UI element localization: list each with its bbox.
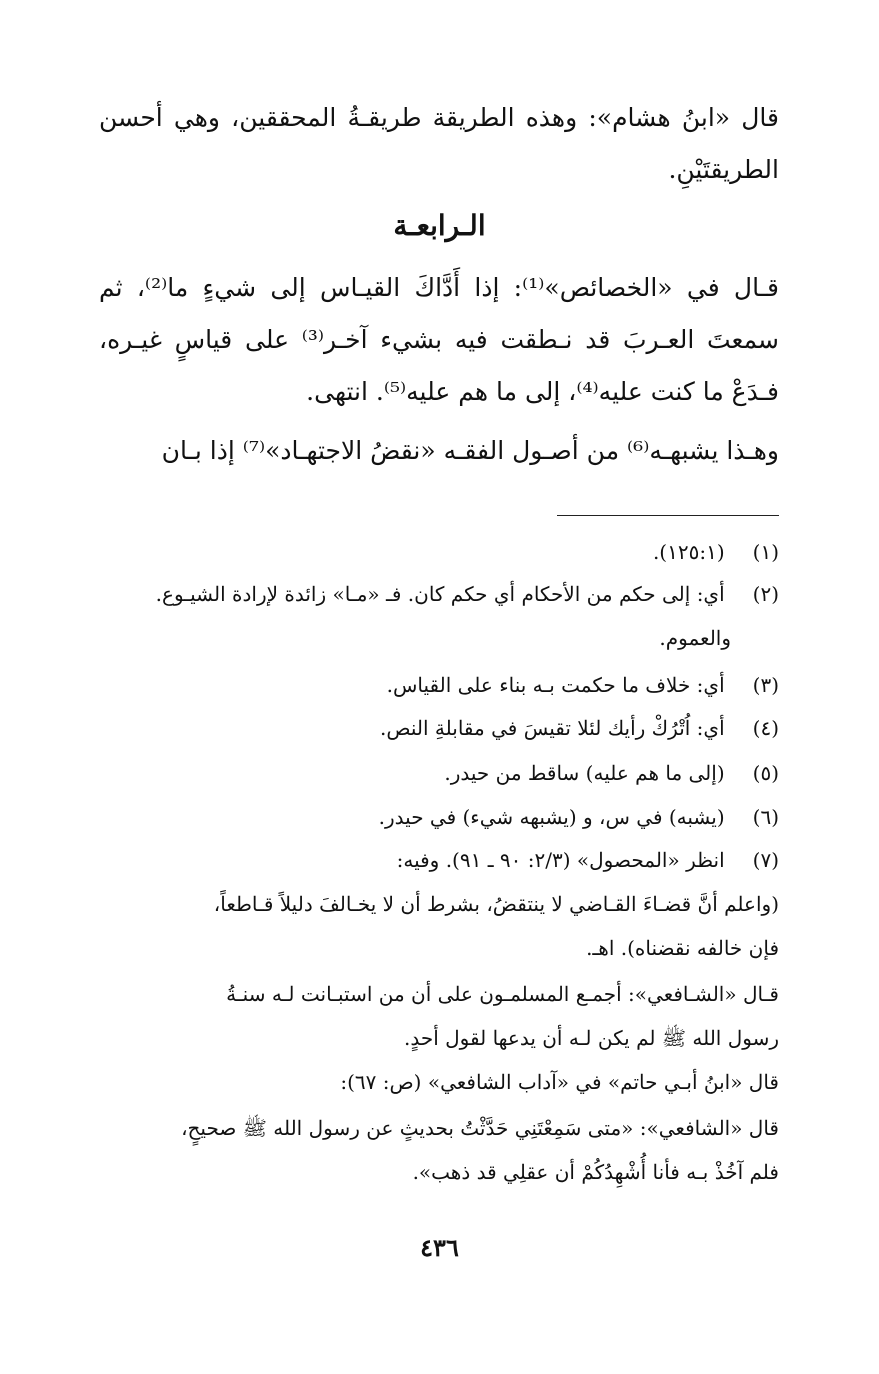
footnote-7-line: قال «الشافعي»: «متى سَمِعْتَنِي حَدَّثْتُ بحديثٍ عن رسول الله ﷺ صحيحٍ، [181, 1116, 779, 1140]
footnote-7-line: (واعلم أنَّ قضـاءَ القـاضي لا ينتقضُ، بشرط أن لا يخـالفَ دليلاً قـاطعاً، [213, 892, 779, 916]
footnote-7-line: قـال «الشـافعي»: أجمـع المسلمـون على أن من استبـانت لـه سنـةُ [226, 982, 779, 1006]
body-paragraph-2: قـال في «الخصائص»⁽¹⁾: إذا أَدَّاكَ القيـاس إلى شيءٍ ما⁽²⁾، ثم سمعتَ العـربَ قد نـطقت فيه بشيء آخـر⁽³⁾ على قياسٍ غيـره، فـدَعْ ما كنت عليه⁽⁴⁾، إلى ما هم عليه⁽⁵⁾. انتهى. [99, 273, 779, 406]
footnote-7 [89, 838, 779, 882]
body-paragraph-1: قال «ابنُ هشام»: وهذه الطريقة طريقـةُ المحققين، وهي أحسن الطريقتَيْنِ. [99, 103, 779, 184]
footnote-text: (١٢٥:١). [652, 540, 725, 564]
footnote-3 [89, 663, 779, 707]
footnote-text: (يشبه) في س، و (يشبهه شيء) في حيدر. [378, 805, 725, 829]
footnote-number: (٦) [752, 805, 779, 829]
footnote-separator [557, 515, 779, 516]
footnote-7-line: رسول الله ﷺ لم يكن لـه أن يدعها لقول أحدٍ. [404, 1026, 779, 1050]
footnote-number: (٤) [752, 716, 779, 740]
footnote-text: أي: اُتْرُكْ رأيك لئلا تقيسَ في مقابلةِ النص. [380, 716, 725, 740]
footnote-number: (٢) [752, 582, 779, 606]
footnote-7-line: فإن خالفه نقضناه). اهـ. [586, 936, 779, 960]
footnote-5 [89, 751, 779, 795]
section-heading: الـرابعـة [393, 209, 486, 242]
footnote-4 [89, 706, 779, 750]
footnote-number: (٥) [752, 761, 779, 785]
footnote-7-line: قال «ابنُ أبـي حاتم» في «آداب الشافعي» (ص: ٦٧): [340, 1070, 779, 1094]
footnote-number: (١) [752, 540, 779, 564]
footnote-text: أي: خلاف ما حكمت بـه بناء على القياس. [386, 673, 725, 697]
body-paragraph-3: وهـذا يشبهـه⁽⁶⁾ من أصـول الفقـه «نقضُ الاجتهـاد»⁽⁷⁾ إذا بـان [161, 436, 779, 465]
footnote-7-line: فلم آخُذْ بـه فأنا أُشْهِدُكُمْ أن عقلِي قد ذهب». [412, 1160, 779, 1184]
footnote-number: (٣) [752, 673, 779, 697]
footnote-6 [89, 795, 779, 839]
footnote-text: (إلى ما هم عليه) ساقط من حيدر. [444, 761, 725, 785]
footnote-text: انظر «المحصول» (٢/٣: ٩٠ ـ ٩١). وفيه: [396, 848, 725, 872]
footnote-1 [89, 530, 779, 574]
footnote-2 [89, 572, 779, 616]
page-number: ٤٣٦ [420, 1233, 459, 1262]
footnote-text: أي: إلى حكم من الأحكام أي حكم كان. فـ «مـا» زائدة لإرادة الشيـوع. [155, 582, 725, 606]
footnote-2-continuation: والعموم. [659, 626, 731, 650]
footnote-number: (٧) [752, 848, 779, 872]
